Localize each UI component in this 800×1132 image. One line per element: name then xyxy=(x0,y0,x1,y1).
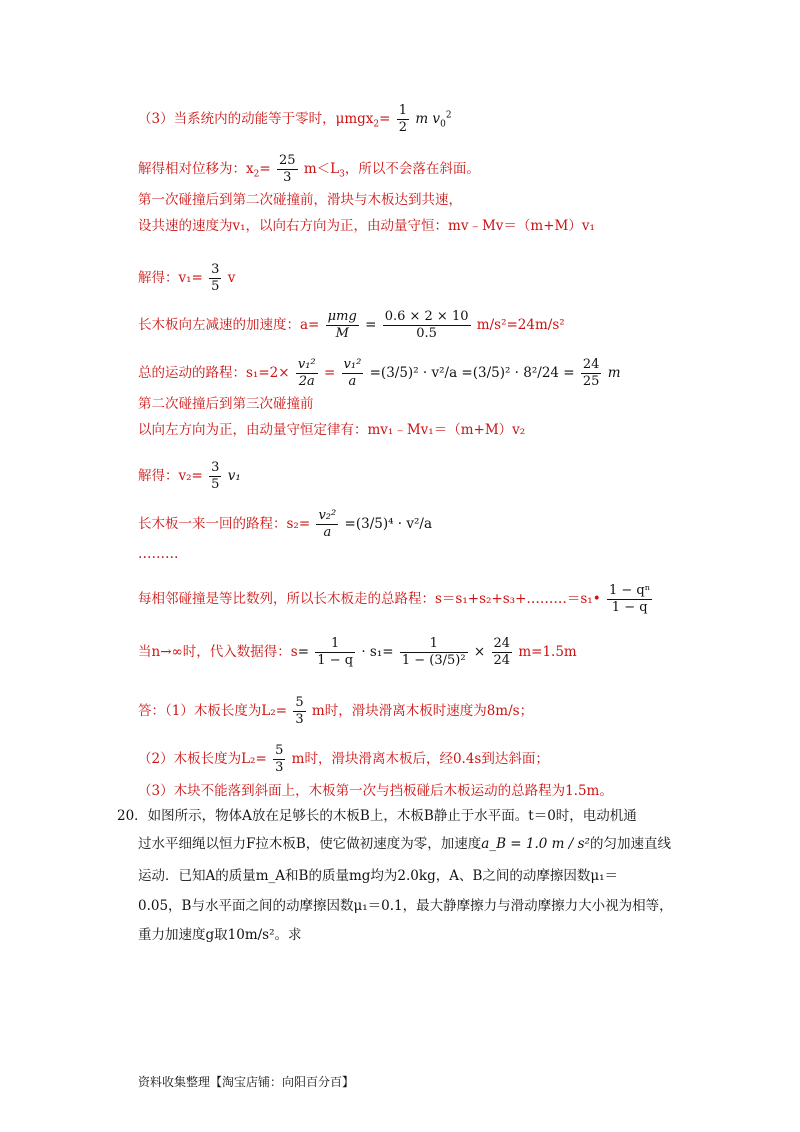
infinite-limit-line: 当n→∞时，代入数据得：s= $\frac{1}{1 - q}$ · s₁= $\frac{1}{\text{1 − (3/5)²}}$ × $\frac{24}{24}$ m=1.5m xyxy=(138,636,577,668)
fraction-v2sq-a: $\frac{\text{v₂²}}{a}$ xyxy=(318,508,337,540)
fraction-3-5-b: $\frac{3}{5}$ xyxy=(211,460,220,492)
question-20-line-1: 20．如图所示，物体A放在足够长的木板B上，木板B静止于水平面。t＝0时，电动机通 xyxy=(117,808,637,824)
ellipsis-line: ……… xyxy=(138,546,179,562)
momentum-left-line: 以向左方向为正，由动量守恒定律有：mv₁﹣Mv₁＝（m+M）v₂ xyxy=(138,422,526,438)
question-20-line-4: 0.05，B与水平面之间的动摩擦因数μ₁＝0.1，最大静摩擦力与滑动摩擦力大小视为相等， xyxy=(138,898,673,914)
acceleration-formula: a_B = 1.0 m / s² xyxy=(481,836,590,852)
fraction-3-5: $\frac{3}{5}$ xyxy=(211,262,220,294)
answer-1-line: 答：（1）木板长度为L₂= $\frac{5}{3}$ m时，滑块滑离木板时速度为8m/s； xyxy=(138,695,534,727)
v1-solution-line: 解得：v₁= $\frac{3}{5}$ v xyxy=(138,262,236,294)
fraction-series-sum: $\frac{\text{1 − qⁿ}}{1 - q}$ xyxy=(608,583,651,615)
question-20-line-2: 过水平细绳以恒力F拉木板B，使它做初速度为零，加速度a_B = 1.0 m / s²的匀加速直线 xyxy=(138,836,671,852)
fraction-5-3: $\frac{5}{3}$ xyxy=(295,695,304,727)
fraction-umg-M: $\frac{\text{μmg}}{M}$ xyxy=(327,309,357,341)
momentum-conservation-line: 设共速的速度为v₁，以向右方向为正，由动量守恒：mv﹣Mv＝（m+M）v₁ xyxy=(138,218,595,234)
round-trip-line: 长木板一来一回的路程：s₂= $\frac{\text{v₂²}}{a}$ =(3/5)⁴ · v²/a xyxy=(138,508,433,540)
fraction-24-24: $\frac{24}{24}$ xyxy=(493,636,511,668)
geometric-series-line: 每相邻碰撞是等比数列，所以长木板走的总路程：s＝s₁+s₂+s₃+………＝s₁• $\frac{\text{1 − qⁿ}}{1 - q}$ xyxy=(138,583,651,615)
question-20-line-5: 重力加速度g取10m/s²。求 xyxy=(138,927,302,943)
answer-2-line: （2）木板长度为L₂= $\frac{5}{3}$ m时，滑块滑离木板后，经0.4s到达斜面； xyxy=(138,743,549,775)
question-20-line-3: 运动．已知A的质量m_A和B的质量mg均为2.0kg，A、B之间的动摩擦因数μ₁＝ xyxy=(138,868,619,884)
fraction-25-3: $\frac{25}{3}$ xyxy=(278,153,296,185)
fraction-1-over-1-q: $\frac{1}{1 - q}$ xyxy=(317,636,354,668)
fraction-5-3-b: $\frac{5}{3}$ xyxy=(275,743,284,775)
fraction-v1sq-a: $\frac{\text{v₁²}}{a}$ xyxy=(343,357,362,389)
page-footer: 资料收集整理【淘宝店铺：向阳百分百】 xyxy=(138,1075,355,1089)
energy-zero-line: （3）当系统内的动能等于零时，μmgx$_2$= $\frac{1}{2}$ m $v_0^2$ xyxy=(138,103,452,135)
v2-solution-line: 解得：v₂= $\frac{3}{5}$ v₁ xyxy=(138,460,241,492)
fraction-24-25: $\frac{24}{25}$ xyxy=(582,357,600,389)
fraction-limit-value: $\frac{1}{\text{1 − (3/5)²}}$ xyxy=(401,636,466,668)
first-collision-line: 第一次碰撞后到第二次碰撞前，滑块与木板达到共速， xyxy=(138,192,462,208)
relative-displacement-line: 解得相对位移为：$x_2=$ $\frac{25}{3}$ $m<L_3$，所以不会落在斜面。 xyxy=(138,153,480,185)
total-distance-line: 总的运动的路程：s₁=2× $\frac{\text{v₁²}}{2a}$ = $\frac{\text{v₁²}}{a}$ =(3/5)² · v²/a =(3/5)² · 8²/24 = $\frac{24}{25}$ m xyxy=(138,357,621,389)
fraction-numeric-accel: $\frac{0.6 \times 2 \times 10}{0.5}$ xyxy=(384,309,469,341)
deceleration-line: 长木板向左减速的加速度：a= $\frac{\text{μmg}}{M}$ = $\frac{0.6 \times 2 \times 10}{0.5}$ m/s²=24m/s² xyxy=(138,309,565,341)
second-collision-line: 第二次碰撞后到第三次碰撞前 xyxy=(138,396,314,412)
fraction-half: $\frac{1}{2}$ xyxy=(398,103,408,135)
answer-3-line: （3）木块不能落到斜面上，木板第一次与挡板碰后木板运动的总路程为1.5m。 xyxy=(138,783,613,799)
fraction-v1sq-2a: $\frac{\text{v₁²}}{2a}$ xyxy=(297,357,316,389)
